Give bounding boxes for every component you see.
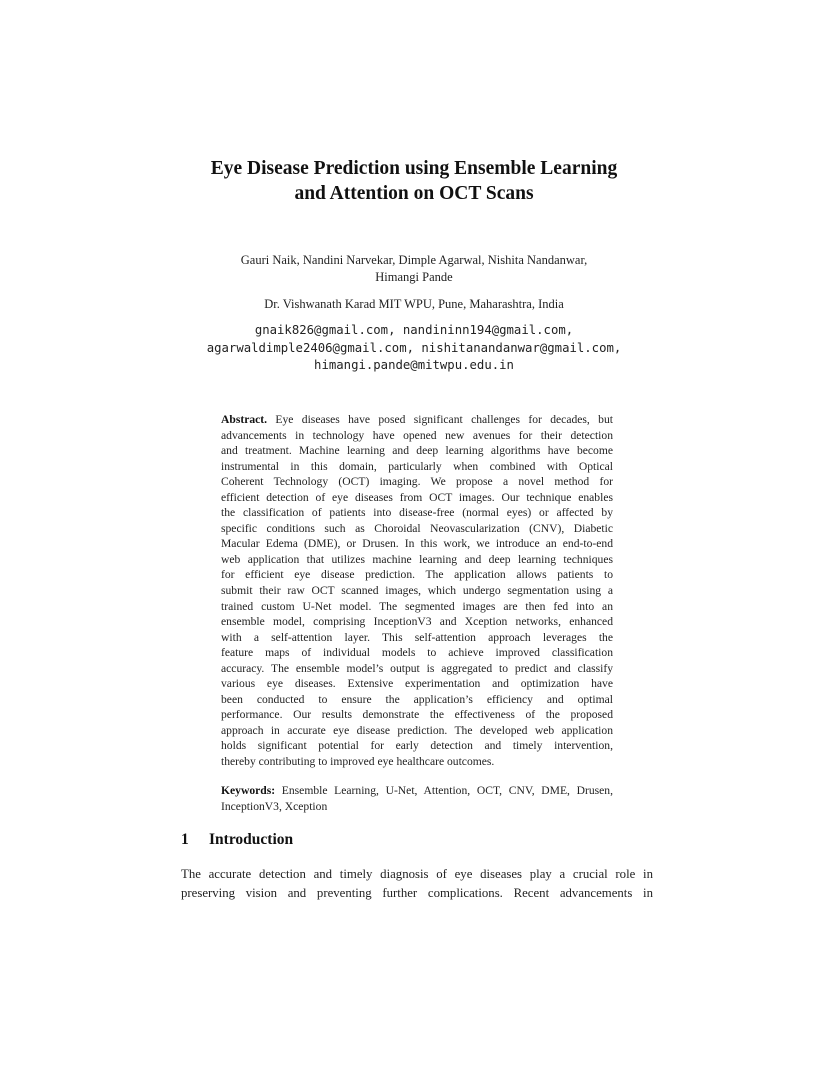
paper-title xyxy=(150,156,678,206)
abstract-line: web application that utilizes machine learning and deep learning techniques xyxy=(221,552,613,566)
email-list xyxy=(160,322,668,375)
intro-line: preserving vision and preventing further complications. Recent advancements in xyxy=(181,886,653,900)
abstract-line: feature maps of individual models to achieve improved classification xyxy=(221,646,613,660)
abstract-line: trained custom U-Net model. The segmented images are then fed into an xyxy=(221,599,613,613)
keywords-first-line-text: Ensemble Learning, U-Net, Attention, OCT, CNV, DME, Drusen, xyxy=(275,784,613,797)
keywords-line: InceptionV3, Xception xyxy=(221,799,328,813)
abstract-line: specific conditions such as Choroidal Neovascularization (CNV), Diabetic xyxy=(221,521,613,535)
abstract-line: approach in accurate eye disease prediction. The developed web application xyxy=(221,723,613,737)
introduction-text xyxy=(181,865,653,903)
intro-line: The accurate detection and timely diagnosis of eye diseases play a crucial role in xyxy=(181,867,653,881)
keywords-label: Keywords: xyxy=(221,784,276,797)
abstract-line: and treatment. Machine learning and deep learning algorithms have become xyxy=(221,444,613,458)
abstract-line: ensemble model, comprising InceptionV3 and Xception networks, enhanced xyxy=(221,615,613,629)
email-line: agarwaldimple2406@gmail.com, nishitanandanwar@gmail.com, xyxy=(206,340,622,355)
abstract-line: with a self-attention layer. This self-attention approach leverages the xyxy=(221,630,613,644)
abstract-line: Coherent Technology (OCT) imaging. We propose a novel method for xyxy=(221,475,613,489)
abstract-line: thereby contributing to improved eye healthcare outcomes. xyxy=(221,755,495,769)
abstract-line: the classification of patients into disease-free (normal eyes) or affected by xyxy=(221,506,613,520)
abstract-line: holds significant potential for early detection and timely intervention, xyxy=(221,739,613,753)
author-line: Himangi Pande xyxy=(375,270,453,284)
email-line: gnaik826@gmail.com, nandininn194@gmail.com, xyxy=(254,323,574,337)
abstract-line: advancements in technology have opened new avenues for their detection xyxy=(221,428,613,442)
abstract-line: for efficient eye disease prediction. The application allows patients to xyxy=(221,568,613,582)
keywords-line xyxy=(221,783,613,799)
abstract-line: efficient detection of eye diseases from OCT images. Our technique enables xyxy=(221,490,613,504)
email-line: himangi.pande@mitwpu.edu.in xyxy=(314,358,514,372)
abstract-first-line-text: Eye diseases have posed significant challenges for decades, but xyxy=(267,413,613,426)
affiliation: Dr. Vishwanath Karad MIT WPU, Pune, Maharashtra, India xyxy=(264,297,564,311)
abstract-line: accuracy. The ensemble model’s output is aggregated to predict and classify xyxy=(221,661,613,675)
section-heading-introduction xyxy=(181,830,293,850)
abstract-line: Macular Edema (DME), or Drusen. In this work, we introduce an end-to-end xyxy=(221,537,613,551)
abstract-line: performance. Our results demonstrate the effectiveness of the proposed xyxy=(221,708,613,722)
abstract-label: Abstract. xyxy=(221,413,268,426)
abstract-line: been conducted to ensure the application’s efficiency and optimal xyxy=(221,692,613,706)
author-line: Gauri Naik, Nandini Narvekar, Dimple Agarwal, Nishita Nandanwar, xyxy=(240,253,588,267)
author-list xyxy=(200,252,628,286)
section-number: 1 xyxy=(181,831,189,848)
abstract-line: instrumental in this domain, particularly when combined with Optical xyxy=(221,459,613,473)
title-line: and Attention on OCT Scans xyxy=(294,183,534,204)
abstract xyxy=(221,412,613,770)
title-line: Eye Disease Prediction using Ensemble Learning xyxy=(210,158,618,179)
keywords xyxy=(221,783,613,814)
abstract-line xyxy=(221,412,613,428)
abstract-line: various eye diseases. Extensive experimentation and optimization have xyxy=(221,677,613,691)
abstract-line: submit their raw OCT scanned images, which undergo segmentation using a xyxy=(221,584,613,598)
section-title: Introduction xyxy=(209,831,294,848)
